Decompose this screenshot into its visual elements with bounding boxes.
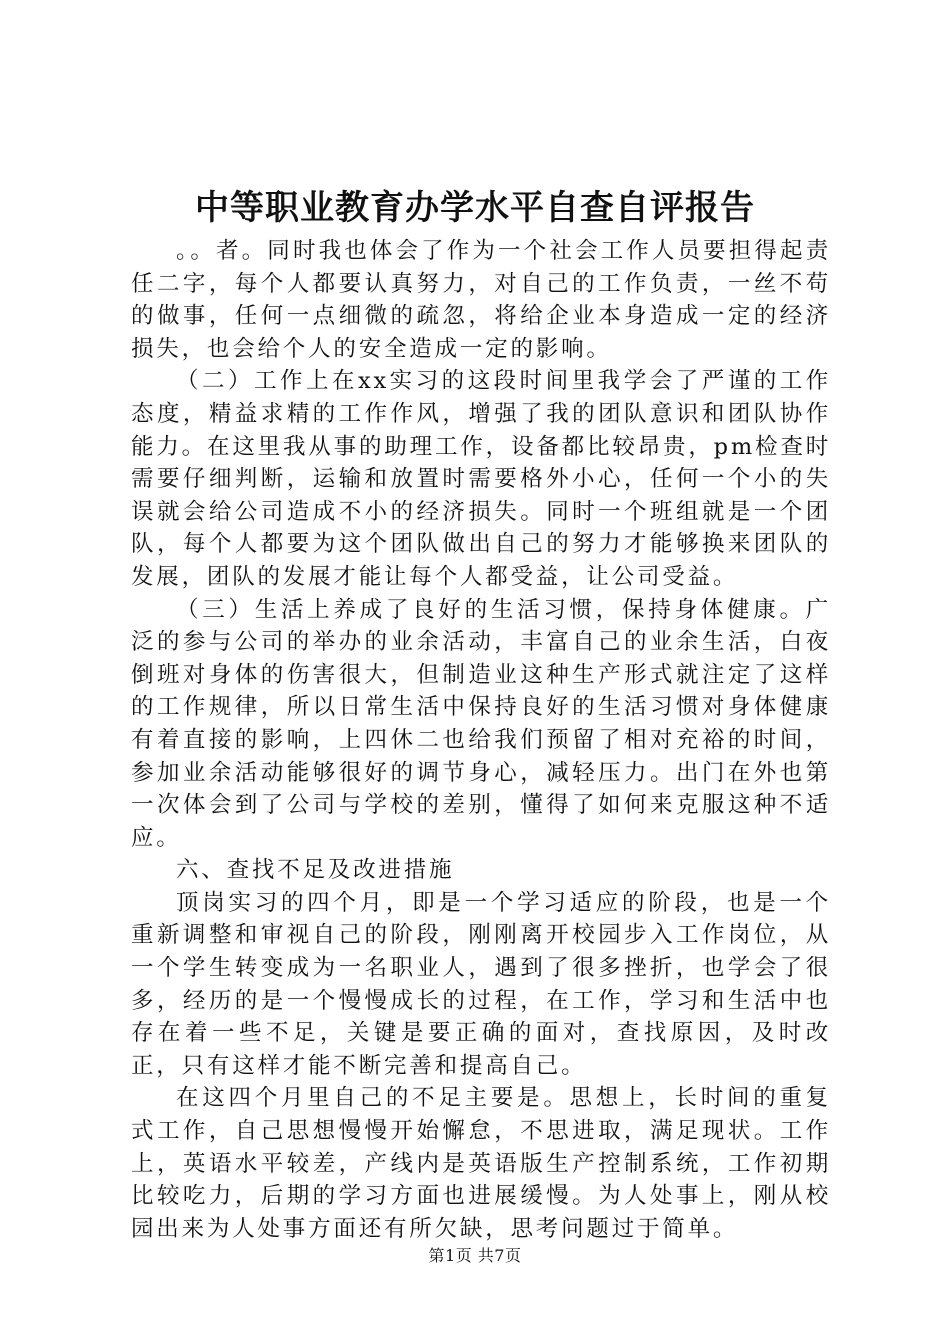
document-title: 中等职业教育办学水平自查自评报告	[195, 188, 755, 228]
paragraph: 。。者。同时我也体会了作为一个社会工作人员要担得起责任二字，每个人都要认真努力，对自己的工作负责，一丝不苟的做事，任何一点细微的疏忽，将给企业本身造成一定的经济损失，也会给个人的安全造成一定的影响。	[131, 238, 831, 362]
paragraph: （三）生活上养成了良好的生活习惯，保持身体健康。广泛的参与公司的举办的业余活动，丰富自己的业余生活，白夜倒班对身体的伤害很大，但制造业这种生产形式就注定了这样的工作规律，所以日常生活中保持良好的生活习惯对身体健康有着直接的影响，上四休二也给我们预留了相对充裕的时间，参加业余活动能够很好的调节身心，减轻压力。出门在外也第一次体会到了公司与学校的差别，懂得了如何来克服这种不适应。	[131, 596, 831, 851]
document-body	[131, 235, 831, 1245]
paragraph: （二）工作上在xx实习的这段时间里我学会了严谨的工作态度，精益求精的工作作风，增强了我的团队意识和团队协作能力。在这里我从事的助理工作，设备都比较昂贵，pm检查时需要仔细判断，运输和放置时需要格外小心，任何一个小的失误就会给公司造成不小的经济损失。同时一个班组就是一个团队，每个人都要为这个团队做出自己的努力才能够换来团队的发展，团队的发展才能让每个人都受益，让公司受益。	[131, 368, 831, 590]
paragraph: 顶岗实习的四个月，即是一个学习适应的阶段，也是一个重新调整和审视自己的阶段，刚刚离开校园步入工作岗位，从一个学生转变成为一名职业人，遇到了很多挫折，也学会了很多，经历的是一个慢慢成长的过程，在工作，学习和生活中也存在着一些不足，关键是要正确的面对，查找原因，及时改正，只有这样才能不断完善和提高自己。	[131, 889, 831, 1079]
paragraph: 在这四个月里自己的不足主要是。思想上，长时间的重复式工作，自己思想慢慢开始懈怠，不思进取，满足现状。工作上，英语水平较差，产线内是英语版生产控制系统，工作初期比较吃力，后期的学习方面也进展缓慢。为人处事上，刚从校园出来为人处事方面还有所欠缺，思考问题过于简单。	[131, 1085, 831, 1242]
page-number-footer: 第1页 共7页	[428, 1246, 522, 1265]
section-heading: 六、查找不足及改进措施	[176, 857, 455, 884]
